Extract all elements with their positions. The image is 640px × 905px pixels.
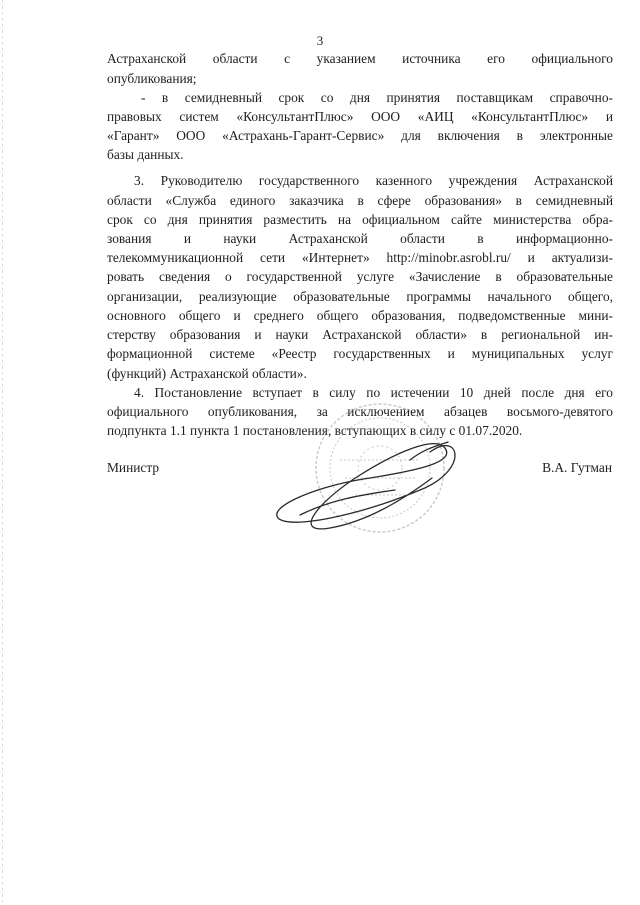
text-line: зования и науки Астраханской области в информационно-	[107, 231, 613, 246]
text-line: подпункта 1.1 пункта 1 постановления, вступающих в силу с 01.07.2020.	[107, 423, 523, 438]
page-number: 3	[316, 33, 324, 48]
signatory-title: Министр	[107, 460, 160, 475]
text-line: - в семидневный срок со дня принятия поставщикам справочно-	[141, 90, 613, 105]
text-line: 4. Постановление вступает в силу по истечении 10 дней после дня его	[134, 385, 613, 400]
text-line: правовых систем «КонсультантПлюс» ООО «АИЦ «КонсультантПлюс» и	[107, 109, 613, 124]
text-line: базы данных.	[107, 147, 184, 162]
text-line: области «Служба единого заказчика в сфере образования» в семидневный	[107, 193, 613, 208]
text-line: срок со дня принятия разместить на официальном сайте министерства обра-	[107, 212, 613, 227]
text-line: 3. Руководителю государственного казенного учреждения Астраханской	[134, 173, 613, 188]
signatory-name: В.А. Гутман	[542, 460, 612, 475]
text-line: стерству образования и науки Астраханской области» в региональной ин-	[107, 327, 613, 342]
text-line: опубликования;	[107, 71, 197, 86]
text-line: (функций) Астраханской области».	[107, 366, 307, 381]
text-line: ровать сведения о государственной услуге «Зачисление в образовательные	[107, 269, 613, 284]
text-line: формационной системе «Реестр государственных и муниципальных услуг	[107, 346, 613, 361]
text-line: «Гарант» ООО «Астрахань-Гарант-Сервис» для включения в электронные	[107, 128, 613, 143]
text-line: Астраханской области с указанием источника его официального	[107, 51, 613, 66]
text-line: официального опубликования, за исключением абзацев восьмого-девятого	[107, 404, 613, 419]
text-line: основного общего и среднего общего образования, подведомственные мини-	[107, 308, 613, 323]
signature-block	[0, 400, 640, 560]
handwritten-signature	[0, 400, 640, 560]
text-line: телекоммуникационной сети «Интернет» http://minobr.asrobl.ru/ и актуализи-	[107, 250, 613, 265]
text-line: организации, реализующие образовательные программы начального общего,	[107, 289, 613, 304]
